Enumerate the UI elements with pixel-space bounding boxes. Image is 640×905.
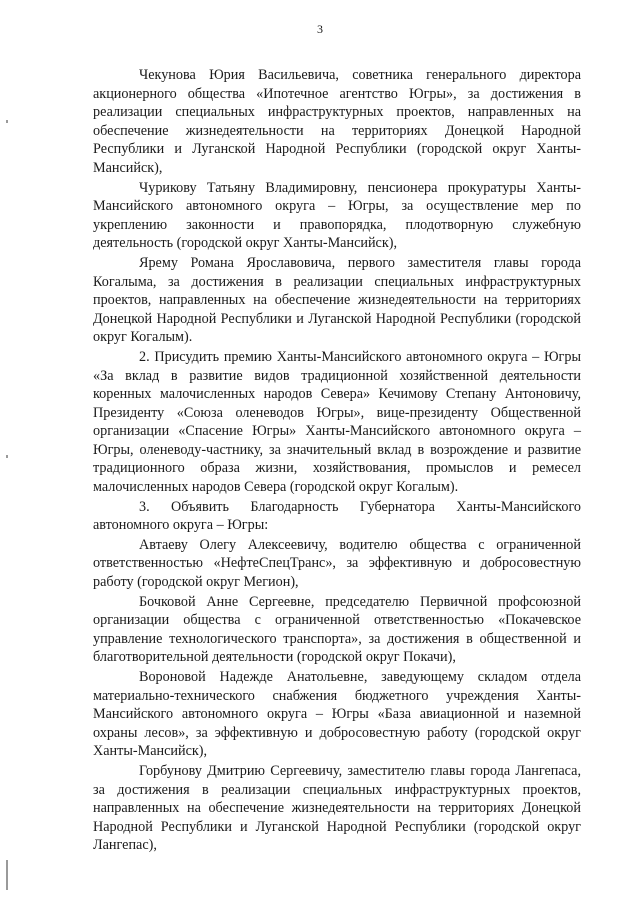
paragraph-gorbunov: Горбунову Дмитрию Сергеевичу, заместителю главы города Лангепаса, за достижения в реализации специальных инфраструктурных проектов, направленных на обеспечение жизнедеятельности на территориях Донецкой Народной Республики и Луганской Народной Республики (городской округ Лангепас), bbox=[93, 762, 581, 854]
document-body bbox=[93, 66, 581, 855]
paragraph-item-2-prize: 2. Присудить премию Ханты-Мансийского автономного округа – Югры «За вклад в развитие видов традиционной хозяйственной деятельности коренных малочисленных народов Севера» Кечимову Степану Антоновичу, Президенту «Союза оленеводов Югры», вице-президенту Общественной организации «Спасение Югры» Ханты-Мансийского автономного округа – Югры, оленеводу-частнику, за значительный вклад в возрождение и развитие традиционного образа жизни, хозяйствования, промыслов и ремесел малочисленных народов Севера (городской округ Когалым). bbox=[93, 348, 581, 496]
scan-edge-mark bbox=[6, 120, 8, 123]
paragraph-item-3-gratitude: 3. Объявить Благодарность Губернатора Ханты-Мансийского автономного округа – Югры: bbox=[93, 498, 581, 534]
scan-edge-mark bbox=[6, 455, 8, 458]
paragraph-yarema: Ярему Романа Ярославовича, первого заместителя главы города Когалыма, за достижения в реализации специальных инфраструктурных проектов, направленных на обеспечение жизнедеятельности на территориях Донецкой Народной Республики и Луганской Народной Республики (городской округ Когалым). bbox=[93, 254, 581, 346]
paragraph-chekunov: Чекунова Юрия Васильевича, советника генерального директора акционерного общества «Ипотечное агентство Югры», за достижения в реализации специальных инфраструктурных проектов, направленных на обеспечение жизнедеятельности на территориях Донецкой Народной Республики и Луганской Народной Республики (городской округ Ханты-Мансийск), bbox=[93, 67, 581, 176]
paragraph-churikova: Чурикову Татьяну Владимировну, пенсионера прокуратуры Ханты-Мансийского автономного округа – Югры, за осуществление мер по укреплению законности и правопорядка, плодотворную служебную деятельность (городской округ Ханты-Мансийск), bbox=[93, 179, 581, 252]
scan-edge-mark bbox=[6, 860, 8, 890]
paragraph-avtaev: Автаеву Олегу Алексеевичу, водителю общества с ограниченной ответственностью «НефтеСпецТранс», за эффективную и добросовестную работу (городской округ Мегион), bbox=[93, 536, 581, 591]
paragraph-bochkova: Бочковой Анне Сергеевне, председателю Первичной профсоюзной организации общества с ограниченной ответственностью «Покачевское управление технологического транспорта», за достижения в общественной и благотворительной деятельности (городской округ Покачи), bbox=[93, 593, 581, 666]
paragraph-voronova: Вороновой Надежде Анатольевне, заведующему складом отдела материально-технического снабжения бюджетного учреждения Ханты-Мансийского автономного округа – Югры «База авиационной и наземной охраны лесов», за эффективную и добросовестную работу (городской округ Ханты-Мансийск), bbox=[93, 669, 581, 760]
page-number: 3 bbox=[317, 22, 323, 36]
